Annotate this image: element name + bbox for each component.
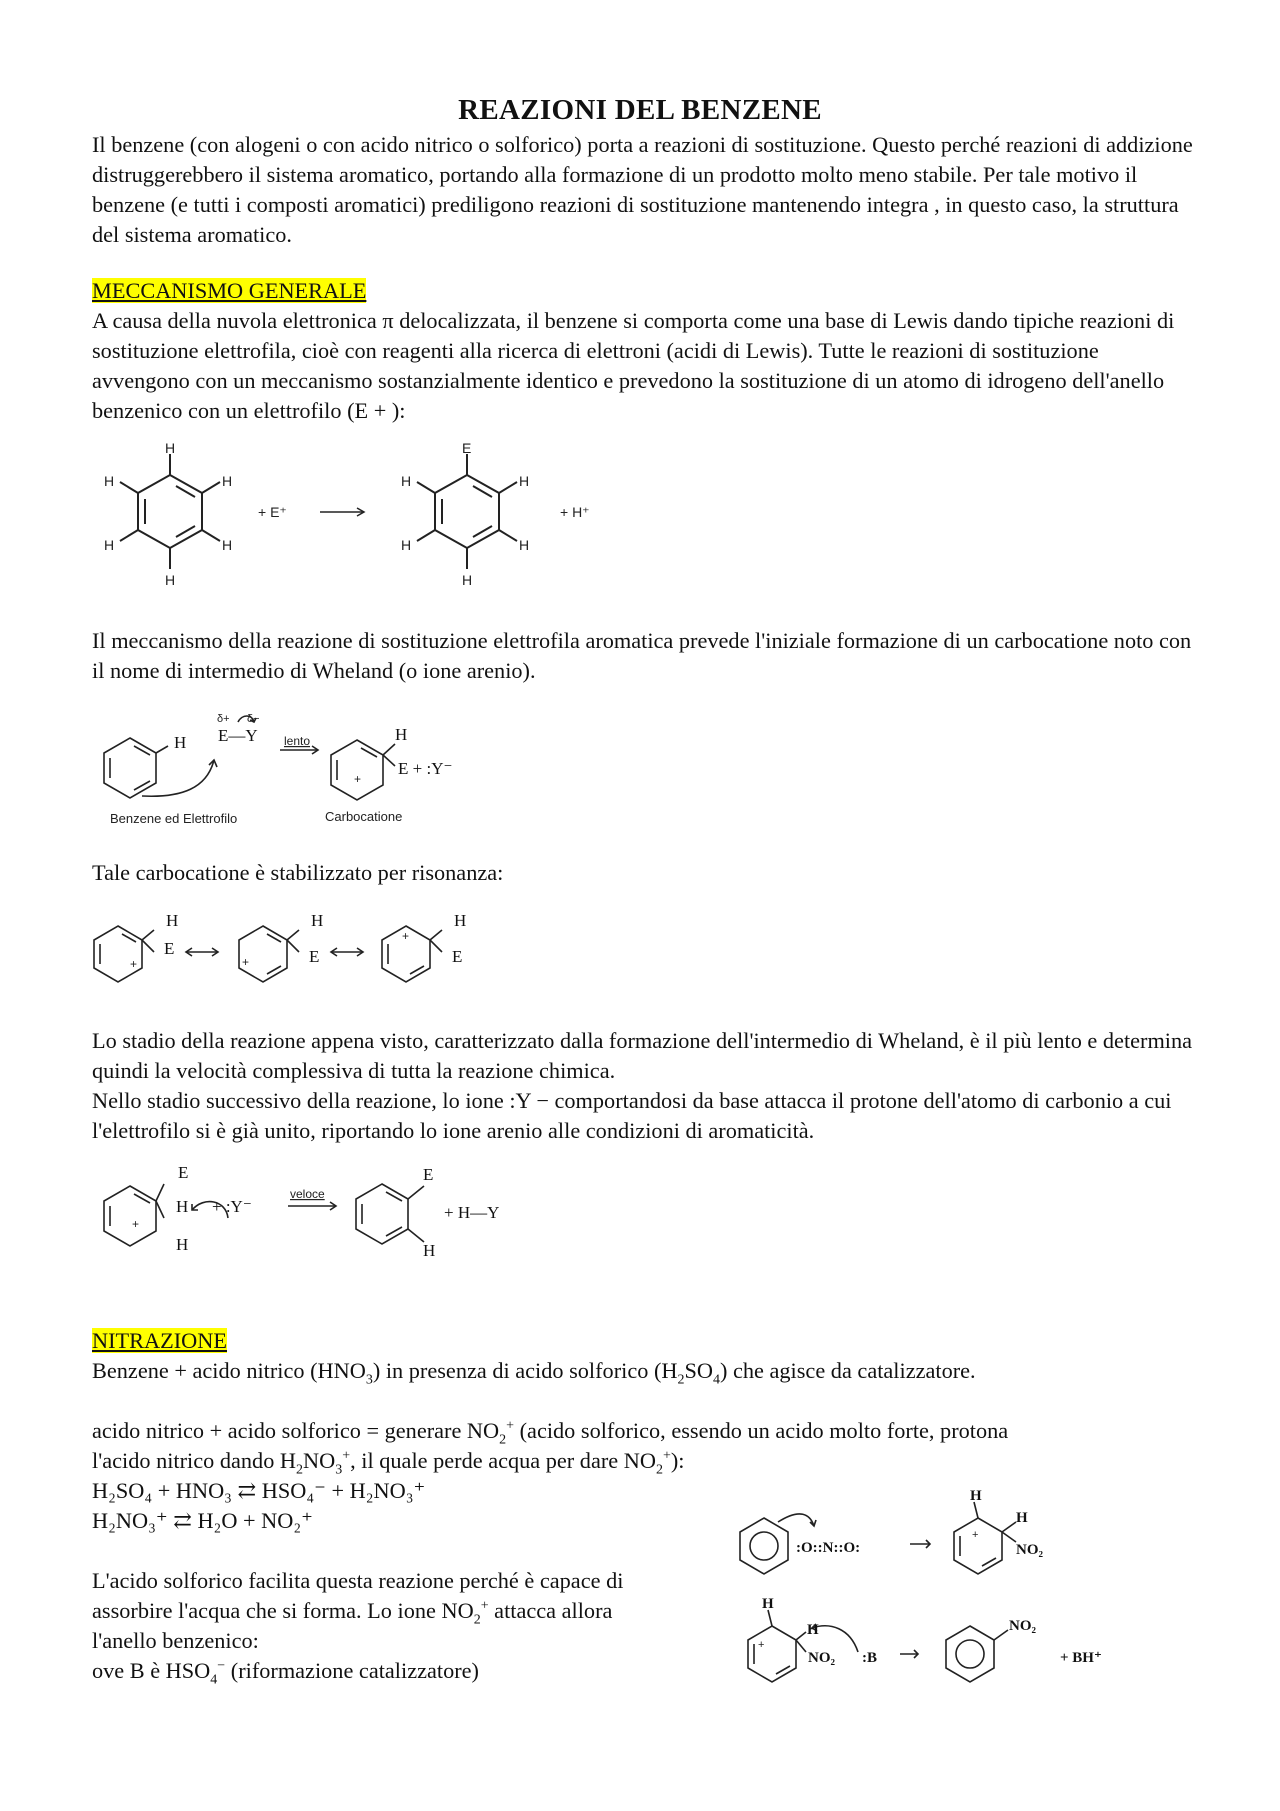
h-label: H bbox=[176, 1197, 189, 1216]
slow-label: lento bbox=[284, 734, 311, 748]
e-label: E bbox=[452, 947, 463, 966]
benzene-ring-right bbox=[417, 454, 517, 569]
no2-label: NO₂ bbox=[808, 1650, 835, 1666]
wheland-paragraph: Il meccanismo della reazione di sostituzione elettrofila aromatica prevede l'iniziale formazione di un carbocatione noto con il nome di intermedio di Wheland (o ione arenio). bbox=[92, 628, 1192, 683]
e-label: E bbox=[423, 1165, 434, 1184]
nitrazione-line1: Benzene + acido nitrico $(HNO_3)$ in presenza di acido solforico $(H_2SO_4)$ che agisce da catalizzatore. bbox=[92, 1358, 976, 1388]
benzene-ring-left bbox=[120, 454, 220, 569]
h-label: H bbox=[222, 473, 233, 489]
reaction-arrow bbox=[320, 508, 364, 516]
plus-charge: + bbox=[972, 1529, 979, 1541]
equation-2: H₂NO₃⁺ ⇄ H₂O + NO₂⁺ bbox=[92, 1508, 313, 1533]
h-label: H bbox=[104, 473, 115, 489]
meccanismo-paragraph: A causa della nuvola elettronica π delocalizzata, il benzene si comporta come una base di Lewis dando tipiche reazioni di sostituzione elettrofila, cioè con reagenti alla ricerca di elettroni (acidi di Lewis). Tutte le reazioni di sostituzione avvengono con un meccanismo sostanzialmente identico e prevedono la sostituzione di un atomo di idrogeno dell'anello benzenico con un elettrofilo (E + ): bbox=[92, 308, 1175, 423]
h-label: H bbox=[519, 473, 530, 489]
intro-paragraph: Il benzene (con alogeni o con acido nitrico o solforico) porta a reazioni di sostituzione. Questo perché reazioni di addizione distruggerebbero il sistema aromatico, portando alla formazione di un prodotto molto meno stabile. Per tale motivo il benzene (e tutti i composti aromatici) prediligono reazioni di sostituzione mantenendo integra , in questo caso, la struttura del sistema aromatico. bbox=[92, 132, 1193, 247]
h-label: H bbox=[104, 537, 115, 553]
scheme-nitration bbox=[730, 1478, 1170, 1718]
h-label: H bbox=[166, 911, 179, 930]
nitrazione-line2: acido nitrico + acido solforico = generare $NO_2^+$ (acido solforico, essendo un acido molto forte, protona bbox=[92, 1418, 1009, 1448]
h-label: H bbox=[454, 911, 467, 930]
scheme-general-substitution bbox=[92, 440, 652, 600]
nitronium-label: :O::N::O: bbox=[796, 1540, 861, 1556]
plus-charge: + bbox=[402, 929, 410, 943]
h-label: H bbox=[401, 537, 412, 553]
bh-label: + BH⁺ bbox=[1060, 1650, 1102, 1666]
plus-charge: + bbox=[354, 772, 362, 786]
slow-step-paragraph: Lo stadio della reazione appena visto, caratterizzato dalla formazione dell'intermedio di Wheland, è il più lento e determina quindi la velocità complessiva di tutta la reazione chimica. bbox=[92, 1028, 1193, 1083]
equation-1: H₂SO₄ + HNO₃ ⇄ HSO₄⁻ + H₂NO₃⁺ bbox=[92, 1478, 426, 1503]
resonance-paragraph: Tale carbocatione è stabilizzato per risonanza: bbox=[92, 860, 504, 885]
h-label: H bbox=[174, 733, 187, 752]
page-title: REAZIONI DEL BENZENE bbox=[458, 94, 822, 126]
benzene-ring bbox=[104, 738, 156, 798]
section-heading-nitrazione: NITRAZIONE bbox=[92, 1328, 227, 1353]
h-label: H bbox=[762, 1596, 774, 1612]
h-label: H bbox=[222, 537, 233, 553]
h-label: H bbox=[401, 473, 412, 489]
h-label: H bbox=[462, 572, 473, 588]
h-label: H bbox=[165, 440, 176, 456]
hy-label: + H—Y bbox=[444, 1203, 500, 1222]
plus-charge: + bbox=[132, 1217, 140, 1231]
h-label: H bbox=[519, 537, 530, 553]
h-label: H bbox=[311, 911, 324, 930]
curved-arrow bbox=[142, 760, 214, 796]
h-label: H bbox=[176, 1235, 189, 1254]
h-label: H bbox=[1016, 1510, 1028, 1526]
section-heading-meccanismo: MECCANISMO GENERALE bbox=[92, 278, 367, 303]
e-label: E bbox=[462, 440, 472, 456]
h-label: H bbox=[423, 1241, 436, 1260]
delta-plus-label: δ+ bbox=[217, 713, 230, 725]
e-y-minus-label: E + :Y⁻ bbox=[398, 759, 453, 778]
carbocation-ring bbox=[331, 740, 383, 800]
h-label: H bbox=[395, 725, 408, 744]
plus-charge: + bbox=[758, 1639, 765, 1651]
delta-minus-label: δ− bbox=[247, 713, 260, 725]
no2-label: NO₂ bbox=[1009, 1618, 1036, 1634]
plus-charge: + bbox=[242, 955, 250, 969]
e-label: E bbox=[178, 1163, 189, 1182]
e-label: E bbox=[164, 939, 175, 958]
carbocatione-label: Carbocatione bbox=[325, 809, 403, 824]
y-minus-label: + :Y⁻ bbox=[212, 1197, 252, 1216]
deprotonation-paragraph: Nello stadio successivo della reazione, lo ione :Y − comportandosi da base attacca il protone dell'atomo di carbonio a cui l'elettrofilo si è già unito, riportando lo ione arenio alle condizioni di aromaticità. bbox=[92, 1088, 1172, 1143]
e-label: E bbox=[309, 947, 320, 966]
h-label: H bbox=[807, 1622, 819, 1638]
plus-charge: + bbox=[130, 957, 138, 971]
nitrazione-paragraph: L'acido solforico facilita questa reazione perché è capace di assorbire l'acqua che si forma. Lo ione $NO_2^+$ attacca allora l'anello benzenico: ove B è $HSO_4^-$ (riformazione catalizzatore) bbox=[92, 1568, 624, 1688]
h-label: H bbox=[165, 572, 176, 588]
scheme-deprotonation bbox=[92, 1162, 532, 1262]
h-label: H bbox=[970, 1488, 982, 1504]
plus-e-label: + E⁺ bbox=[258, 504, 287, 520]
scheme-resonance bbox=[88, 904, 488, 994]
scheme-wheland-formation bbox=[92, 708, 552, 828]
ey-label: E—Y bbox=[218, 726, 258, 745]
benzene-elettrofilo-label: Benzene ed Elettrofilo bbox=[110, 811, 238, 826]
base-label: :B bbox=[862, 1650, 877, 1666]
no2-label: NO₂ bbox=[1016, 1542, 1043, 1558]
fast-label: veloce bbox=[290, 1187, 325, 1201]
plus-h-label: + H⁺ bbox=[560, 504, 590, 520]
nitrazione-line3: l'acido nitrico dando $H_2NO_3^+$, il quale perde acqua per dare $NO_2^+$): bbox=[92, 1448, 685, 1478]
